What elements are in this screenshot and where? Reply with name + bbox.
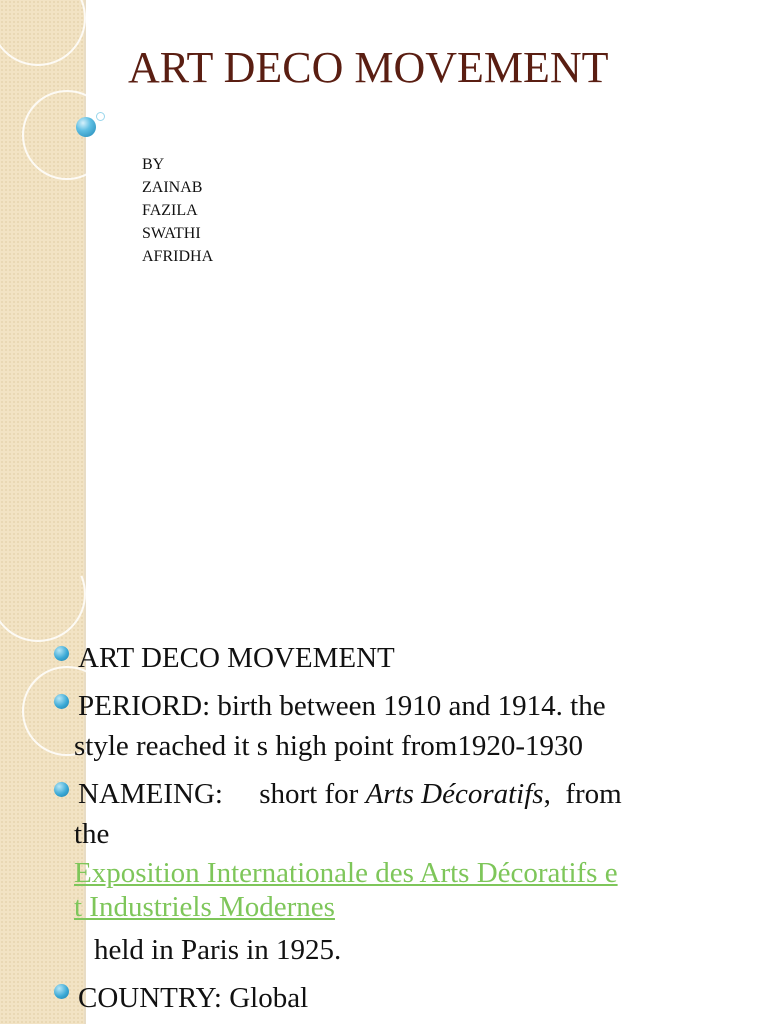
bullet-item (54, 686, 744, 766)
exposition-link-line1[interactable]: Exposition Internationale des Arts Décoratifs e (74, 857, 618, 889)
content-slide (0, 576, 768, 1024)
sidebar-divider (84, 0, 86, 576)
authors-list (142, 153, 213, 268)
bullet-text: COUNTRY: Global (78, 982, 309, 1014)
author-name: AFRIDHA (142, 248, 214, 265)
authors-by: BY (142, 156, 165, 173)
bullet-text-continued: style reached it s high point from1920-1930 (74, 730, 584, 762)
author-name: ZAINAB (142, 179, 203, 196)
bullet-dot-icon (54, 984, 69, 999)
bullet-dot-icon (54, 646, 69, 661)
slide-title: ART DECO MOVEMENT (128, 43, 609, 92)
naming-italic: Arts Décoratifs (365, 778, 544, 810)
exposition-link-line2[interactable]: t Industriels Modernes (74, 891, 335, 923)
small-orb-icon (96, 112, 105, 121)
bullet-item (54, 774, 744, 970)
naming-suffix: , from (543, 778, 622, 810)
bullet-dot-icon (54, 694, 69, 709)
exposition-link[interactable] (74, 856, 744, 924)
blue-orb-icon (76, 117, 96, 137)
bullet-text-continued: the (74, 818, 110, 850)
bullet-text: ART DECO MOVEMENT (78, 642, 395, 674)
naming-label: NAMEING: short for (78, 778, 366, 810)
bullet-text (78, 774, 744, 814)
author-name: SWATHI (142, 225, 201, 242)
bullet-dot-icon (54, 782, 69, 797)
bullet-text: PERIORD: birth between 1910 and 1914. the (78, 690, 606, 722)
author-name: FAZILA (142, 202, 198, 219)
decorative-sidebar (0, 0, 84, 576)
bullet-text-continued: held in Paris in 1925. (94, 934, 342, 966)
decorative-ring-icon (22, 90, 112, 180)
bullet-item (54, 638, 744, 678)
bullet-item (54, 978, 744, 1018)
bullet-list (54, 638, 744, 1024)
